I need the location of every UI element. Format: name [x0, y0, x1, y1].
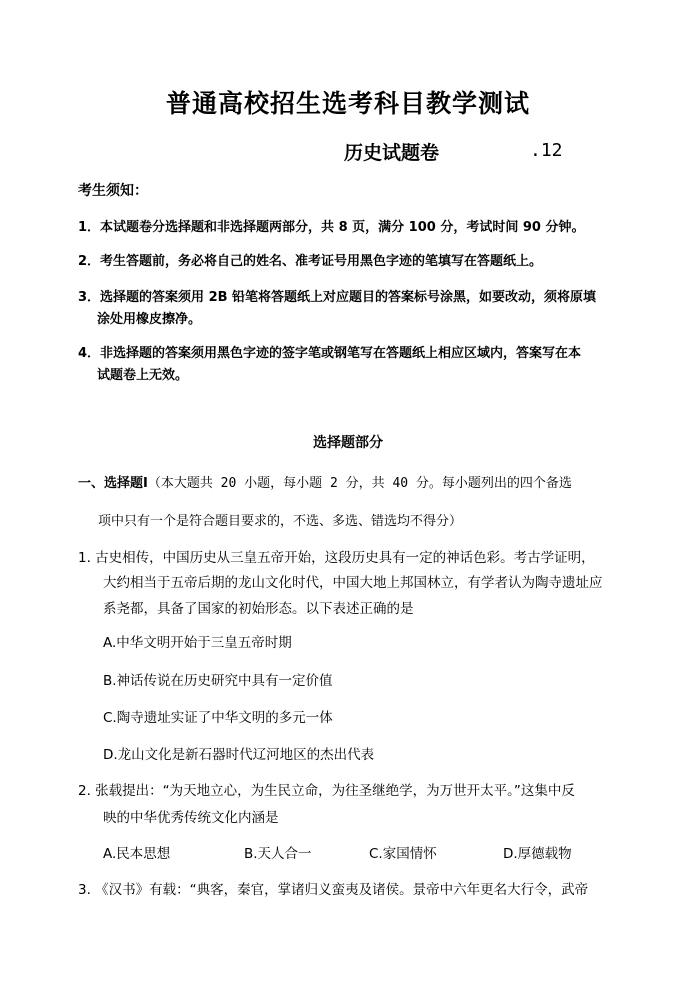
question-1-option-d[interactable]: D.龙山文化是新石器时代辽河地区的杰出代表 [103, 747, 375, 763]
question-1-line-2: 大约相当于五帝后期的龙山文化时代，中国大地上邦国林立，有学者认为陶寺遗址应 [103, 575, 603, 591]
question-1-option-a[interactable]: A.中华文明开始于三皇五帝时期 [103, 635, 292, 651]
question-2-line-1: 2. 张载提出：“为天地立心，为生民立命，为往圣继绝学，为万世开太平。”这集中反 [78, 783, 575, 799]
exam-date: .12 [530, 140, 563, 161]
notice-item-1: 1．本试题卷分选择题和非选择题两部分，共 8 页，满分 100 分，考试时间 90 分钟。 [78, 220, 585, 235]
exam-subtitle: 历史试题卷 [344, 142, 440, 164]
notice-item-4-cont: 试题卷上无效。 [97, 368, 189, 383]
question-2-line-2: 映的中华优秀传统文化内涵是 [103, 810, 279, 826]
question-1-line-1: 1. 古史相传，中国历史从三皇五帝开始，这段历史具有一定的神话色彩。考古学证明， [78, 550, 595, 566]
question-1-option-c[interactable]: C.陶寺遗址实证了中华文明的多元一体 [103, 710, 333, 726]
section-instruction [78, 472, 572, 491]
question-2-option-a[interactable]: A.民本思想 [103, 846, 171, 862]
instruction-text: （本大题共 20 小题，每小题 2 分，共 40 分。每小题列出的四个备选 [147, 476, 572, 491]
notice-item-3-cont: 涂处用橡皮擦净。 [97, 312, 202, 327]
notice-item-2: 2．考生答题前，务必将自己的姓名、准考证号用黑色字迹的笔填写在答题纸上。 [78, 254, 543, 269]
notice-item-4: 4．非选择题的答案须用黑色字迹的签字笔或钢笔写在答题纸上相应区域内，答案写在本 [78, 346, 582, 361]
question-1-line-3: 系尧都，具备了国家的初始形态。以下表述正确的是 [103, 601, 414, 617]
page-title: 普通高校招生选考科目教学测试 [165, 89, 530, 118]
section-instruction-cont: 项中只有一个是符合题目要求的，不选、多选、错选均不得分） [98, 514, 463, 529]
notice-heading: 考生须知： [78, 183, 148, 199]
instruction-head: 一、选择题Ⅰ [78, 476, 148, 491]
question-2-option-b[interactable]: B.天人合一 [244, 846, 312, 862]
question-3-line-1: 3. 《汉书》有载：“典客，秦官，掌诸归义蛮夷及诸侯。景帝中六年更名大行令，武帝 [78, 882, 589, 898]
notice-item-3: 3．选择题的答案须用 2B 铅笔将答题纸上对应题目的答案标号涂黑，如要改动，须将原填 [78, 290, 597, 305]
question-1-option-b[interactable]: B.神话传说在历史研究中具有一定价值 [103, 673, 333, 689]
question-2-option-d[interactable]: D.厚德载物 [503, 846, 572, 862]
section-title: 选择题部分 [313, 435, 383, 451]
question-2-option-c[interactable]: C.家国情怀 [369, 846, 437, 862]
